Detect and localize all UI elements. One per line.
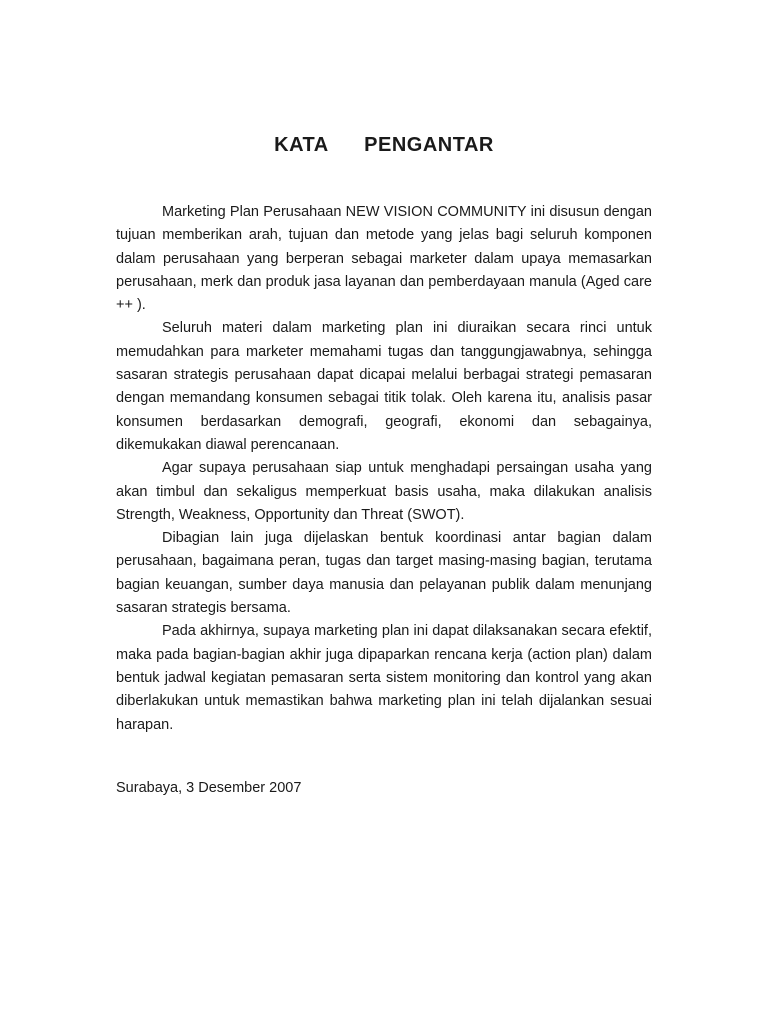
place-and-date: Surabaya, 3 Desember 2007 (116, 780, 302, 796)
page-title: KATA PENGANTAR (274, 134, 494, 156)
body-text (116, 201, 652, 737)
paragraph-3: Agar supaya perusahaan siap untuk menghadapi persaingan usaha yang akan timbul dan sekaligus memperkuat basis usaha, maka dilakukan analisis Strength, Weakness, Opportunity dan Threat (SWOT). (116, 460, 652, 523)
paragraph-2: Seluruh materi dalam marketing plan ini diuraikan secara rinci untuk memudahkan para marketer memahami tugas dan tanggungjawabnya, sehingga sasaran strategis perusahaan dapat dicapai melalui berbagai strategi pemasaran dengan memandang konsumen sebagai titik tolak. Oleh karena itu, analisis pasar konsumen berdasarkan demografi, geografi, ekonomi dan sebagainya, dikemukakan diawal perencanaan. (116, 320, 652, 453)
paragraph-4: Dibagian lain juga dijelaskan bentuk koordinasi antar bagian dalam perusahaan, bagaimana peran, tugas dan target masing-masing bagian, terutama bagian keuangan, sumber daya manusia dan pelayanan publik dalam menunjang sasaran strategis bersama. (116, 530, 652, 617)
paragraph-5: Pada akhirnya, supaya marketing plan ini dapat dilaksanakan secara efektif, maka pada bagian-bagian akhir juga dipaparkan rencana kerja (action plan) dalam bentuk jadwal kegiatan pemasaran serta sistem monitoring dan kontrol yang akan diberlakukan untuk memastikan bahwa marketing plan ini telah dijalankan sesuai harapan. (116, 623, 652, 733)
paragraph-1: Marketing Plan Perusahaan NEW VISION COMMUNITY ini disusun dengan tujuan memberikan arah, tujuan dan metode yang jelas bagi seluruh komponen dalam perusahaan yang berperan sebagai marketer dalam upaya memasarkan perusahaan, merk dan produk jasa layanan dan pemberdayaan manula (Aged care ++ ). (116, 204, 652, 314)
